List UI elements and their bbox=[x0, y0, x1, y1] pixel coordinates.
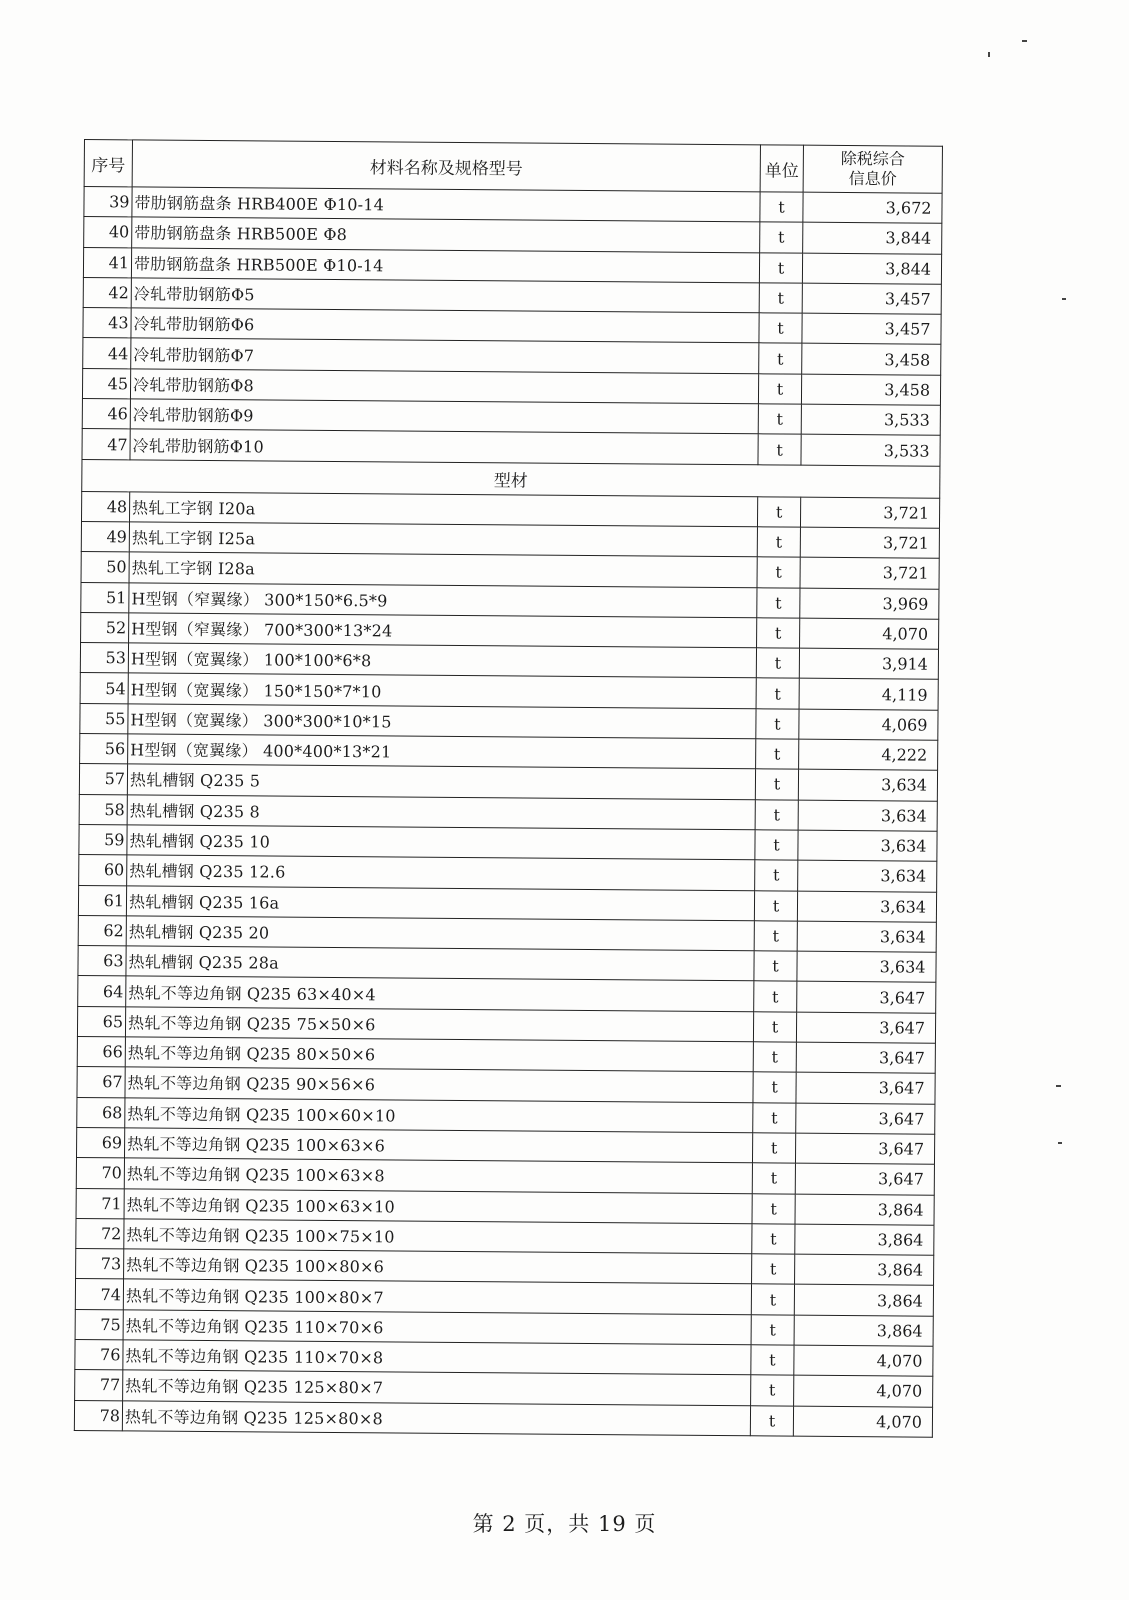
row-name: 热轧槽钢 Q235 28a bbox=[126, 946, 754, 981]
row-no: 60 bbox=[79, 855, 127, 886]
row-name: 热轧不等边角钢 Q235 100×75×10 bbox=[124, 1219, 752, 1254]
header-unit: 单位 bbox=[760, 145, 803, 192]
row-unit: t bbox=[755, 799, 798, 830]
row-no: 45 bbox=[82, 368, 130, 399]
row-name: H型钢（宽翼缘） 100*100*6*8 bbox=[128, 643, 756, 678]
row-name: 冷轧带肋钢筋Φ5 bbox=[131, 278, 759, 313]
row-name: 热轧不等边角钢 Q235 125×80×7 bbox=[123, 1370, 751, 1405]
row-unit: t bbox=[757, 587, 800, 618]
row-unit: t bbox=[752, 1254, 795, 1285]
row-name: 热轧不等边角钢 Q235 100×63×10 bbox=[124, 1188, 752, 1223]
row-price: 3,647 bbox=[797, 982, 936, 1013]
row-price: 3,634 bbox=[797, 921, 936, 952]
row-unit: t bbox=[751, 1375, 794, 1406]
row-name: 带肋钢筋盘条 HRB500E Φ10-14 bbox=[131, 247, 759, 282]
row-no: 72 bbox=[76, 1218, 124, 1249]
row-no: 54 bbox=[80, 673, 128, 704]
row-price: 3,457 bbox=[802, 313, 941, 344]
row-unit: t bbox=[753, 1072, 796, 1103]
row-price: 4,070 bbox=[793, 1406, 932, 1437]
row-unit: t bbox=[758, 404, 801, 435]
row-unit: t bbox=[755, 860, 798, 891]
table-row bbox=[74, 1400, 932, 1437]
row-no: 70 bbox=[76, 1158, 124, 1189]
header-price-line1: 除税综合 bbox=[840, 148, 905, 169]
row-price: 4,070 bbox=[794, 1345, 933, 1376]
row-price: 3,647 bbox=[796, 1042, 935, 1073]
row-price: 3,647 bbox=[796, 1103, 935, 1134]
row-no: 71 bbox=[76, 1188, 124, 1219]
row-price: 3,647 bbox=[796, 1072, 935, 1103]
row-name: 热轧不等边角钢 Q235 75×50×6 bbox=[125, 1007, 753, 1042]
row-name: 热轧不等边角钢 Q235 110×70×8 bbox=[123, 1340, 751, 1375]
row-unit: t bbox=[754, 981, 797, 1012]
row-name: 冷轧带肋钢筋Φ8 bbox=[130, 369, 758, 404]
row-no: 67 bbox=[77, 1067, 125, 1098]
row-no: 40 bbox=[84, 217, 132, 248]
row-name: H型钢（窄翼缘） 300*150*6.5*9 bbox=[129, 582, 757, 617]
row-no: 66 bbox=[77, 1036, 125, 1067]
row-price: 3,634 bbox=[797, 951, 936, 982]
row-name: 热轧不等边角钢 Q235 80×50×6 bbox=[125, 1037, 753, 1072]
row-no: 62 bbox=[78, 915, 126, 946]
row-no: 73 bbox=[76, 1249, 124, 1280]
row-name: 热轧不等边角钢 Q235 125×80×8 bbox=[122, 1400, 750, 1435]
row-price: 3,458 bbox=[801, 374, 940, 405]
row-price: 3,864 bbox=[794, 1285, 933, 1316]
row-no: 56 bbox=[80, 734, 128, 765]
row-name: 冷轧带肋钢筋Φ7 bbox=[131, 338, 759, 373]
row-no: 76 bbox=[75, 1339, 123, 1370]
row-price: 3,864 bbox=[795, 1254, 934, 1285]
row-name: 冷轧带肋钢筋Φ9 bbox=[130, 399, 758, 434]
row-name: 热轧槽钢 Q235 10 bbox=[127, 825, 755, 860]
row-no: 57 bbox=[79, 764, 127, 795]
row-price: 3,864 bbox=[794, 1315, 933, 1346]
row-name: H型钢（宽翼缘） 400*400*13*21 bbox=[128, 734, 756, 769]
row-name: 带肋钢筋盘条 HRB400E Φ10-14 bbox=[132, 187, 760, 222]
rows-rebar bbox=[82, 187, 942, 466]
row-no: 55 bbox=[80, 703, 128, 734]
row-name: 带肋钢筋盘条 HRB500E Φ8 bbox=[132, 217, 760, 252]
row-no: 51 bbox=[81, 582, 129, 613]
page-footer: 第 2 页，共 19 页 bbox=[472, 1512, 657, 1536]
row-unit: t bbox=[757, 527, 800, 558]
rows-profiles bbox=[74, 491, 939, 1437]
price-table-sheet bbox=[74, 139, 942, 1438]
price-table bbox=[74, 139, 943, 1438]
row-no: 42 bbox=[83, 277, 131, 308]
row-unit: t bbox=[760, 192, 803, 223]
row-no: 58 bbox=[79, 794, 127, 825]
row-name: 热轧不等边角钢 Q235 110×70×6 bbox=[123, 1310, 751, 1345]
row-unit: t bbox=[756, 648, 799, 679]
row-unit: t bbox=[756, 739, 799, 770]
row-price: 3,844 bbox=[802, 253, 941, 284]
row-price: 4,222 bbox=[799, 739, 938, 770]
row-no: 68 bbox=[77, 1097, 125, 1128]
row-no: 46 bbox=[82, 399, 130, 430]
row-unit: t bbox=[753, 1012, 796, 1043]
section-title: 型材 bbox=[82, 459, 940, 498]
row-name: 热轧不等边角钢 Q235 100×63×8 bbox=[124, 1158, 752, 1193]
row-no: 69 bbox=[76, 1127, 124, 1158]
row-name: 热轧槽钢 Q235 20 bbox=[126, 916, 754, 951]
row-name: 热轧不等边角钢 Q235 100×63×6 bbox=[124, 1128, 752, 1163]
row-price: 3,721 bbox=[800, 557, 939, 588]
row-no: 43 bbox=[83, 308, 131, 339]
row-price: 3,634 bbox=[798, 830, 937, 861]
row-no: 53 bbox=[80, 643, 128, 674]
row-unit: t bbox=[754, 890, 797, 921]
row-unit: t bbox=[758, 374, 801, 405]
row-name: H型钢（窄翼缘） 700*300*13*24 bbox=[129, 613, 757, 648]
row-no: 39 bbox=[84, 187, 132, 218]
row-price: 3,634 bbox=[798, 769, 937, 800]
row-name: 热轧不等边角钢 Q235 100×80×6 bbox=[124, 1249, 752, 1284]
row-no: 77 bbox=[75, 1370, 123, 1401]
row-price: 4,070 bbox=[800, 618, 939, 649]
row-unit: t bbox=[752, 1224, 795, 1255]
row-name: H型钢（宽翼缘） 300*300*10*15 bbox=[128, 704, 756, 739]
row-name: H型钢（宽翼缘） 150*150*7*10 bbox=[128, 673, 756, 708]
row-price: 3,864 bbox=[795, 1224, 934, 1255]
row-price: 3,458 bbox=[802, 344, 941, 375]
row-unit: t bbox=[759, 283, 802, 314]
row-no: 75 bbox=[75, 1309, 123, 1340]
row-price: 3,647 bbox=[795, 1133, 934, 1164]
row-no: 49 bbox=[81, 521, 129, 552]
row-unit: t bbox=[751, 1284, 794, 1315]
row-unit: t bbox=[750, 1405, 793, 1436]
row-price: 3,864 bbox=[795, 1194, 934, 1225]
row-name: 热轧不等边角钢 Q235 90×56×6 bbox=[125, 1067, 753, 1102]
header-name: 材料名称及规格型号 bbox=[132, 140, 760, 192]
row-price: 3,721 bbox=[800, 497, 939, 528]
row-unit: t bbox=[756, 709, 799, 740]
row-price: 3,634 bbox=[798, 860, 937, 891]
row-price: 3,457 bbox=[802, 283, 941, 314]
row-name: 热轧槽钢 Q235 16a bbox=[126, 885, 754, 920]
row-no: 78 bbox=[74, 1400, 122, 1431]
row-name: 冷轧带肋钢筋Φ6 bbox=[131, 308, 759, 343]
header-row bbox=[84, 140, 942, 194]
row-unit: t bbox=[757, 496, 800, 527]
row-name: 热轧不等边角钢 Q235 100×60×10 bbox=[125, 1097, 753, 1132]
row-price: 3,533 bbox=[801, 404, 940, 435]
row-name: 热轧槽钢 Q235 5 bbox=[127, 764, 755, 799]
row-unit: t bbox=[753, 1102, 796, 1133]
row-price: 3,914 bbox=[799, 648, 938, 679]
row-no: 61 bbox=[78, 885, 126, 916]
row-price: 3,672 bbox=[803, 192, 942, 223]
row-name: 热轧不等边角钢 Q235 100×80×7 bbox=[123, 1279, 751, 1314]
row-price: 3,634 bbox=[798, 800, 937, 831]
row-price: 3,533 bbox=[801, 435, 940, 466]
row-unit: t bbox=[759, 313, 802, 344]
row-no: 48 bbox=[81, 491, 129, 522]
row-price: 3,969 bbox=[800, 588, 939, 619]
row-name: 热轧槽钢 Q235 8 bbox=[127, 795, 755, 830]
row-unit: t bbox=[759, 252, 802, 283]
row-unit: t bbox=[756, 678, 799, 709]
row-no: 65 bbox=[77, 1006, 125, 1037]
row-no: 47 bbox=[82, 429, 130, 460]
header-price bbox=[803, 145, 942, 193]
header-no: 序号 bbox=[84, 140, 132, 187]
row-name: 热轧不等边角钢 Q235 63×40×4 bbox=[126, 976, 754, 1011]
row-unit: t bbox=[751, 1314, 794, 1345]
row-price: 3,634 bbox=[797, 891, 936, 922]
row-unit: t bbox=[751, 1345, 794, 1376]
row-unit: t bbox=[759, 343, 802, 374]
row-name: 冷轧带肋钢筋Φ10 bbox=[130, 429, 758, 464]
row-price: 4,070 bbox=[794, 1375, 933, 1406]
row-no: 74 bbox=[75, 1279, 123, 1310]
row-no: 41 bbox=[83, 247, 131, 278]
row-unit: t bbox=[754, 921, 797, 952]
header-price-line2: 信息价 bbox=[848, 169, 897, 189]
row-unit: t bbox=[753, 1042, 796, 1073]
row-unit: t bbox=[755, 830, 798, 861]
row-price: 3,647 bbox=[795, 1163, 934, 1194]
row-unit: t bbox=[757, 618, 800, 649]
row-unit: t bbox=[754, 951, 797, 982]
row-unit: t bbox=[752, 1193, 795, 1224]
row-no: 64 bbox=[78, 976, 126, 1007]
row-price: 4,119 bbox=[799, 679, 938, 710]
row-no: 44 bbox=[83, 338, 131, 369]
row-no: 63 bbox=[78, 946, 126, 977]
row-unit: t bbox=[757, 557, 800, 588]
row-unit: t bbox=[752, 1163, 795, 1194]
row-name: 热轧工字钢 I20a bbox=[129, 492, 757, 527]
row-no: 50 bbox=[81, 552, 129, 583]
row-name: 热轧工字钢 I28a bbox=[129, 552, 757, 587]
row-unit: t bbox=[755, 769, 798, 800]
row-no: 52 bbox=[81, 612, 129, 643]
row-price: 3,721 bbox=[800, 527, 939, 558]
row-unit: t bbox=[758, 434, 801, 465]
row-name: 热轧工字钢 I25a bbox=[129, 522, 757, 557]
row-price: 3,647 bbox=[796, 1012, 935, 1043]
row-no: 59 bbox=[79, 824, 127, 855]
row-unit: t bbox=[760, 222, 803, 253]
row-price: 3,844 bbox=[803, 222, 942, 253]
row-name: 热轧槽钢 Q235 12.6 bbox=[127, 855, 755, 890]
row-unit: t bbox=[752, 1133, 795, 1164]
row-price: 4,069 bbox=[799, 709, 938, 740]
